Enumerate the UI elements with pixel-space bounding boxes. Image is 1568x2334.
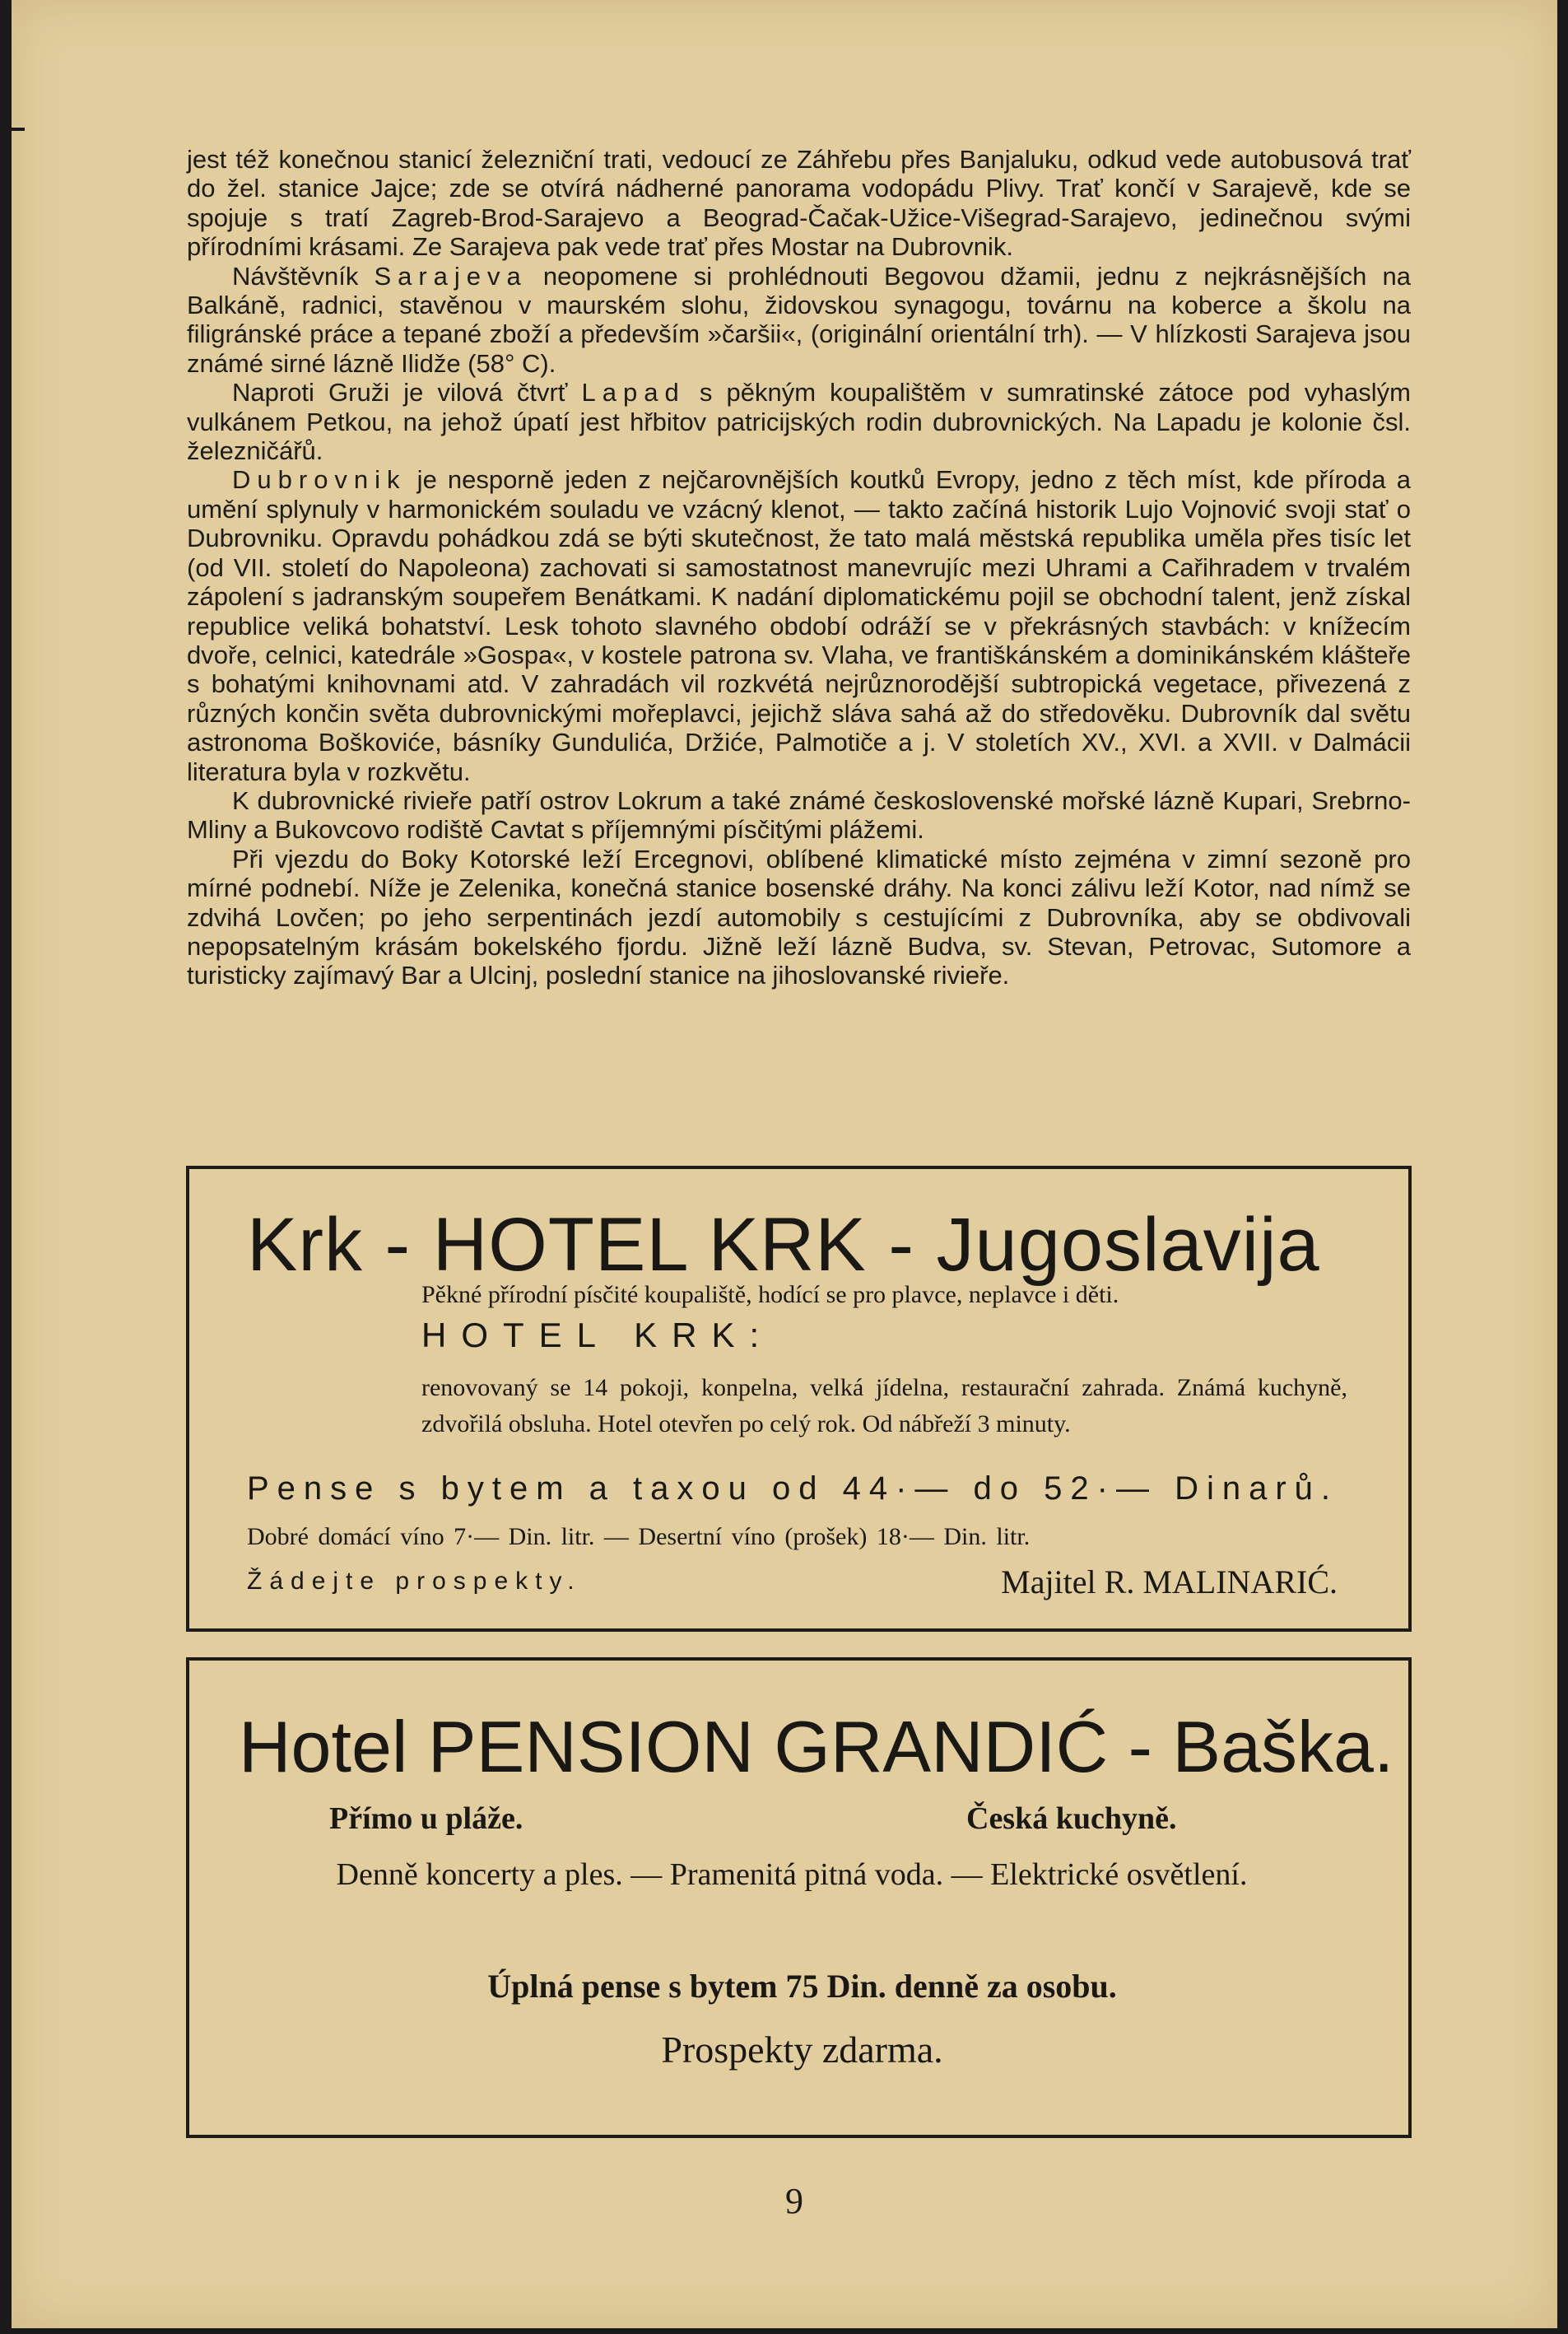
ad-krk-wine-price: Dobré domácí víno 7·— Din. litr. — Desertní víno (prošek) 18·— Din. litr.	[247, 1523, 1031, 1550]
paragraph-6: Při vjezdu do Boky Kotorské leží Ercegnovi, oblíbené klimatické místo zejména v zimní sezoně pro mírné podnebí. Níže je Zelenika, konečná stanice bosenské dráhy. Na konci zálivu leží Kotor, nad nímž se zdvihá Lovčen; po jeho serpentinách jezdí automobily s cestujícími z Dubrovníka, aby se obdivovali nepopsatelným krásám bokelského fjordu. Jižně leží lázně Budva, sv. Stevan, Petrovac, Sutomore a turisticky zajímavý Bar a Ulcinj, poslední stanice na jihoslovanské rivieře.	[187, 844, 1411, 990]
ad-grandic-amenities: Denně koncerty a ples. — Pramenitá pitná voda. — Elektrické osvětlení.	[336, 1857, 1248, 1892]
paragraph-3-spaced-word: Lapad	[581, 378, 686, 408]
paragraph-2-rest: neopomene si prohlédnouti Begovou džamii, jednu z nejkrásnějších na Balkáně, radnici, stavěnou v maurském slohu, židovskou synagogu, továrnu na koberce a školu na filigránské práce a tepané zboží a především »čaršii«, (originální orientální trh). — V hlízkosti Sarajeva jsou známé sirné lázně Ilidže (58° C).	[187, 261, 1411, 378]
paragraph-3	[187, 378, 1411, 465]
ad-grandic-beach: Přímo u pláže.	[329, 1801, 523, 1836]
advertisement-hotel-krk	[186, 1166, 1412, 1632]
ad-grandic-brochures: Prospekty zdarma.	[661, 2029, 943, 2071]
ad-krk-description: renovovaný se 14 pokoji, konpelna, velká jídelna, restaurační zahrada. Známá kuchyně, zdvořilá obsluha. Hotel otevřen po celý rok. Od nábřeží 3 minuty.	[421, 1374, 1347, 1437]
paragraph-3-start: Naproti Gruži je vilová čtvrť	[232, 378, 582, 408]
ad-krk-hotel-heading: HOTEL KRK:	[421, 1316, 775, 1354]
paragraph-2-start: Návštěvník	[232, 261, 375, 291]
article-text	[187, 145, 1411, 990]
page-number: 9	[785, 2181, 803, 2221]
ad-krk-title: Krk - HOTEL KRK - Jugoslavija	[247, 1203, 1320, 1287]
paragraph-4-spaced-word: Dubrovnik	[232, 465, 407, 495]
ad-grandic-title: Hotel PENSION GRANDIĆ - Baška.	[239, 1706, 1394, 1787]
page	[12, 0, 1557, 2328]
advertisement-pension-grandic	[186, 1657, 1412, 2138]
paragraph-1: jest též konečnou stanicí železniční trati, vedoucí ze Záhřebu přes Banjaluku, odkud vede autobusová trať do žel. stanice Jajce; zde se otvírá nádherné panorama vodopádu Plivy. Trať končí v Sarajevě, kde se spojuje s tratí Zagreb-Brod-Sarajevo a Beograd-Čačak-Užice-Višegrad-Sarajevo, jedinečnou svými přírodními krásami. Ze Sarajeva pak vede trať přes Mostar na Dubrovnik.	[187, 145, 1411, 262]
ad-krk-beach-line: Pěkné přírodní písčité koupaliště, hodící se pro plavce, neplavce i děti.	[421, 1281, 1119, 1308]
ad-krk-owner: Majitel R. MALINARIĆ.	[1001, 1563, 1338, 1600]
ad-grandic-price: Úplná pense s bytem 75 Din. denně za osobu.	[487, 1968, 1117, 2005]
paragraph-2	[187, 262, 1411, 379]
paragraph-3-rest: s pěkným koupalištěm v sumratinské zátoce pod vyhaslým vulkánem Petkou, na jehož úpatí jest hřbitov patricijských rodin dubrovnických. Na Lapadu je kolonie čsl. železničářů.	[187, 378, 1411, 466]
paragraph-2-spaced-word: Sarajeva	[374, 261, 528, 291]
paragraph-4-rest: je nesporně jeden z nejčarovnějších koutků Evropy, jedno z těch míst, kde příroda a umění splynuly v harmonickém souladu ve vzácný klenot, — takto začíná historik Lujo Vojnović svoji stať o Dubrovniku. Opravdu pohádkou zdá se býti skutečnost, že tato malá městská republika uměla přes tisíc let (od VII. století do Napoleona) zachovati si samostatnost manevrujíc mezi Uhrami a Cařihradem v trvalém zápolení s jadranským soupeřem Benátkami. K nadání diplomatickému pojil se obchodní talent, jenž získal republice veliká bohatství. Lesk tohoto slavného období odráží se v překrásných stavbách: v knížecím dvoře, celnici, katedrále »Gospa«, v kostele patrona sv. Vlaha, ve františkánském a dominikánském klášteře s bohatými knihovnami atd. V zahradách vil rozkvétá nejrůznorodější subtropická vegetace, přivezená z různých končin světa dubrovnickými mořeplavci, jejichž sláva sahá až do středověku. Dubrovník dal světu astronoma Boškoviće, básníky Gundulića, Držiće, Palmotiče a j. V stoletích XV., XVI. a XVII. v Dalmácii literatura byla v rozkvětu.	[187, 465, 1411, 786]
margin-mark	[0, 128, 25, 131]
ad-grandic-kitchen: Česká kuchyně.	[966, 1801, 1177, 1836]
ad-krk-pension-price: Pense s bytem a taxou od 44·— do 52·— Dinarů.	[247, 1470, 1339, 1507]
paragraph-4	[187, 465, 1411, 785]
ad-krk-request-brochures: Žádejte prospekty.	[247, 1568, 582, 1595]
paragraph-5: K dubrovnické rivieře patří ostrov Lokrum a také známé československé mořské lázně Kupari, Srebrno-Mliny a Bukovcovo rodiště Cavtat s příjemnými písčitými plážemi.	[187, 785, 1411, 845]
